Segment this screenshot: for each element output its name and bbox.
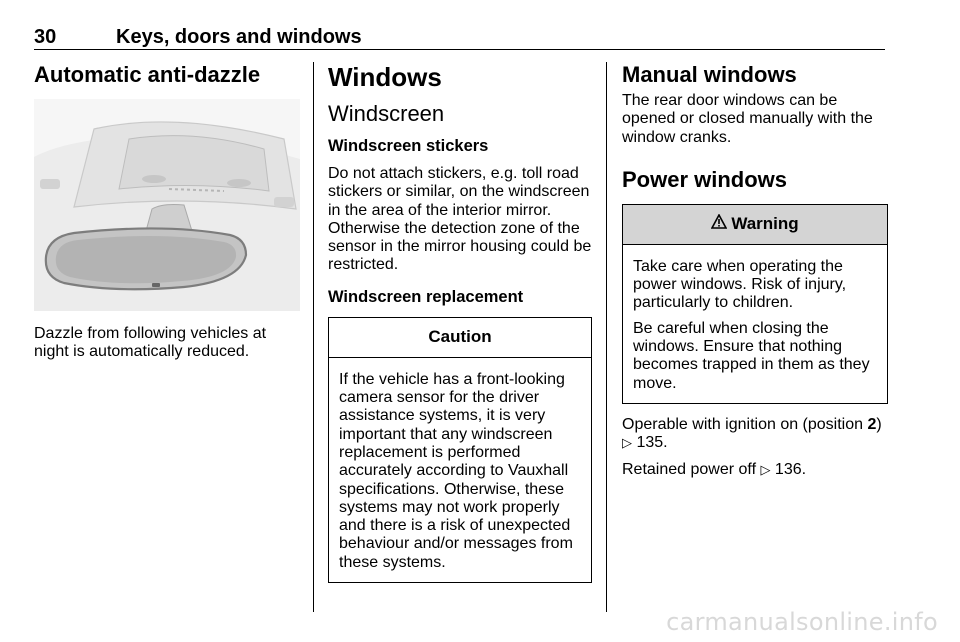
windscreen-stickers-heading: Windscreen stickers — [328, 137, 489, 155]
caution-box — [328, 317, 592, 583]
chapter-title: Keys, doors and windows — [116, 26, 362, 48]
page-header — [34, 26, 885, 48]
header-rule — [34, 49, 885, 50]
anti-dazzle-text: Dazzle from following vehicles at night is automatically reduced. — [34, 325, 267, 361]
operable-page-link[interactable]: 135. — [636, 434, 668, 452]
rear-view-mirror-image — [34, 99, 300, 311]
operable-label: Operable with ignition on (position — [622, 415, 864, 433]
windscreen-stickers-text: Do not attach stickers, e.g. toll road stickers or similar, on the windscreen in the area of the interior mirror. Otherwise the detection zone of the sensor in the mirror housing could be restricted. — [328, 165, 592, 274]
power-windows-heading: Power windows — [622, 166, 788, 192]
column-windows — [622, 62, 888, 480]
windscreen-replacement-heading: Windscreen replacement — [328, 287, 524, 306]
caution-title: Caution — [329, 318, 591, 358]
warning-text-2: Be careful when closing the windows. Ensure that nothing becomes trapped in them as they move. — [633, 319, 870, 392]
page-number: 30 — [34, 26, 57, 48]
warning-text-1: Take care when operating the power windows. Risk of injury, particularly to children. — [633, 257, 847, 312]
page-reference-icon[interactable]: ▷ — [760, 462, 771, 478]
retained-page-link[interactable]: 136. — [774, 460, 807, 478]
manual-windows-heading: Manual windows — [622, 62, 797, 87]
anti-dazzle-heading: Automatic anti-dazzle — [34, 62, 261, 87]
retained-power-text — [622, 461, 888, 480]
column-divider — [313, 62, 314, 612]
operable-text — [622, 416, 888, 454]
retained-label: Retained power off — [622, 460, 757, 478]
warning-title: Warning — [731, 214, 799, 234]
windows-heading: Windows — [328, 62, 442, 92]
ignition-position: 2 — [867, 415, 877, 433]
column-windscreen — [328, 62, 592, 583]
page-reference-icon[interactable]: ▷ — [622, 436, 632, 452]
operable-close: ) — [876, 415, 882, 433]
column-anti-dazzle — [34, 62, 300, 362]
watermark: carmanualsonline.info — [666, 608, 938, 636]
column-divider — [606, 62, 607, 612]
caution-text: If the vehicle has a front-looking camera sensor for the driver assistance systems, it is very important that any windscreen replacement is performed accurately according to Vauxhall specifications. Otherwise, these systems may not work properly and there is a risk of unexpected behaviour and/or messages from these systems. — [339, 370, 573, 571]
warning-header — [623, 205, 887, 245]
windscreen-heading: Windscreen — [328, 101, 445, 126]
mirror-illustration — [34, 99, 300, 311]
manual-windows-text: The rear door windows can be opened or closed manually with the window cranks. — [622, 92, 873, 146]
warning-icon — [711, 214, 727, 234]
warning-box — [622, 204, 888, 404]
